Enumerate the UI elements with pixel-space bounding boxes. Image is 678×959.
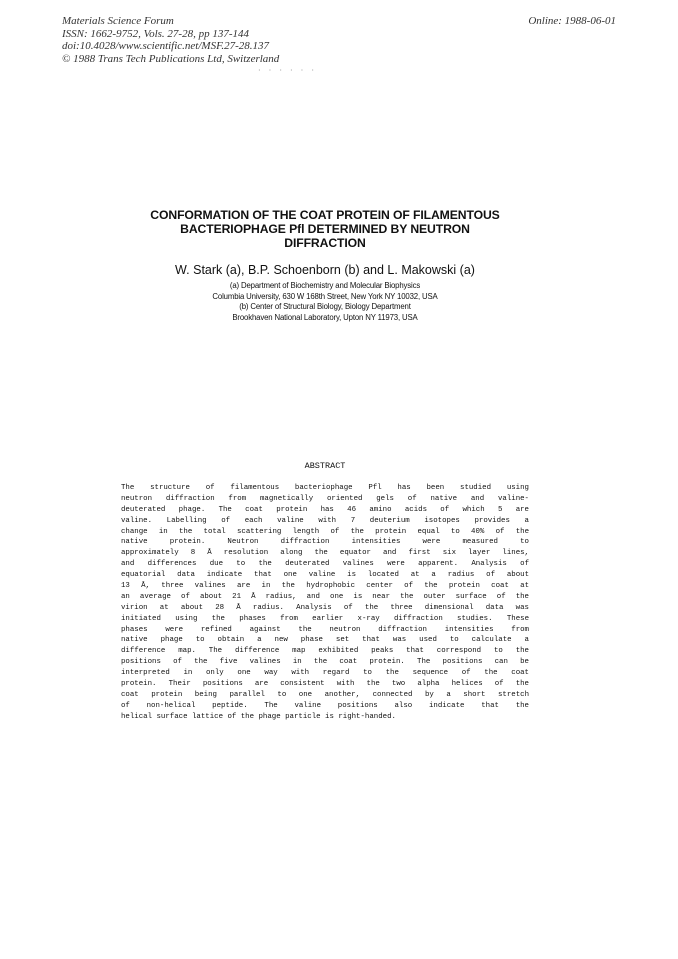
title-line: BACTERIOPHAGE Pfl DETERMINED BY NEUTRON (180, 222, 470, 236)
abstract-heading: ABSTRACT (304, 461, 346, 471)
abstract-line: equatorial data indicate that one valine is located at a radius of about (121, 571, 529, 580)
abstract-line: interpreted in only one way with regard to the sequence of the coat (121, 669, 529, 678)
affiliation-line: Columbia University, 630 W 168th Street, New York NY 10032, USA (212, 291, 438, 301)
journal-name: Materials Science Forum (62, 15, 174, 27)
abstract-line: of non-helical peptide. The valine positions also indicate that the (121, 701, 529, 710)
paper-title (110, 208, 540, 250)
abstract-line: deuterated phage. The coat protein has 46 amino acids of which 5 are (121, 505, 529, 514)
abstract-line: 13 Å, three valines are in the hydrophobic center of the protein coat at (121, 582, 529, 591)
journal-citation-block (62, 15, 279, 65)
title-line: DIFFRACTION (284, 236, 366, 250)
abstract-line: and differences due to the deuterated valines were apparent. Analysis of (121, 560, 529, 569)
scan-artifact: · · · · · · (258, 66, 317, 75)
abstract-line: native protein. Neutron diffraction intensities were measured to (121, 538, 529, 547)
abstract-line: positions of the five valines in the coat protein. The positions can be (121, 658, 529, 667)
author-list: W. Stark (a), B.P. Schoenborn (b) and L. Makowski (a) (175, 263, 475, 277)
abstract-line: an average of about 21 Å radius, and one is near the outer surface of the (121, 592, 529, 601)
abstract-line: coat protein being parallel to one another, connected by a short stretch (121, 690, 529, 699)
abstract-line: The structure of filamentous bacteriophage Pfl has been studied using (121, 484, 529, 492)
abstract-body (121, 483, 529, 723)
title-line: CONFORMATION OF THE COAT PROTEIN OF FILAMENTOUS (150, 208, 500, 222)
affiliation-line: (a) Department of Biochemistry and Molecular Biophysics (229, 281, 421, 290)
abstract-line: approximately 8 Å resolution along the equator and first six layer lines, (121, 549, 529, 558)
copyright-line: © 1988 Trans Tech Publications Ltd, Switzerland (62, 52, 280, 65)
abstract-line: difference map. The difference map exhibited peaks that correspond to the (121, 647, 529, 656)
issn-line: ISSN: 1662-9752, Vols. 27-28, pp 137-144 (62, 27, 249, 40)
doi-line: doi:10.4028/www.scientific.net/MSF.27-28.137 (62, 40, 270, 52)
abstract-line: phases were refined against the neutron diffraction intensities from (121, 625, 529, 634)
abstract-line: virion at about 28 Å radius. Analysis of the three dimensional data was (121, 603, 529, 612)
abstract-line: native phage to obtain a new phase set that was used to calculate a (121, 636, 529, 645)
abstract-line: initiated using the phases from earlier x-ray diffraction studies. These (121, 614, 529, 623)
affiliation-line: Brookhaven National Laboratory, Upton NY 11973, USA (232, 312, 418, 322)
abstract-line: neutron diffraction from magnetically oriented gels of native and valine- (121, 494, 529, 503)
affiliation-line: (b) Center of Structural Biology, Biology Department (239, 302, 411, 311)
abstract-line: protein. Their positions are consistent with the two alpha helices of the (121, 680, 529, 689)
abstract-line: change in the total scattering length of the protein equal to 40% of the (121, 527, 529, 536)
abstract-line: helical surface lattice of the phage particle is right-handed. (121, 712, 396, 721)
affiliations (110, 281, 540, 323)
online-date: Online: 1988-06-01 (528, 15, 616, 27)
abstract-line: valine. Labelling of each valine with 7 deuterium isotopes provides a (121, 516, 529, 525)
